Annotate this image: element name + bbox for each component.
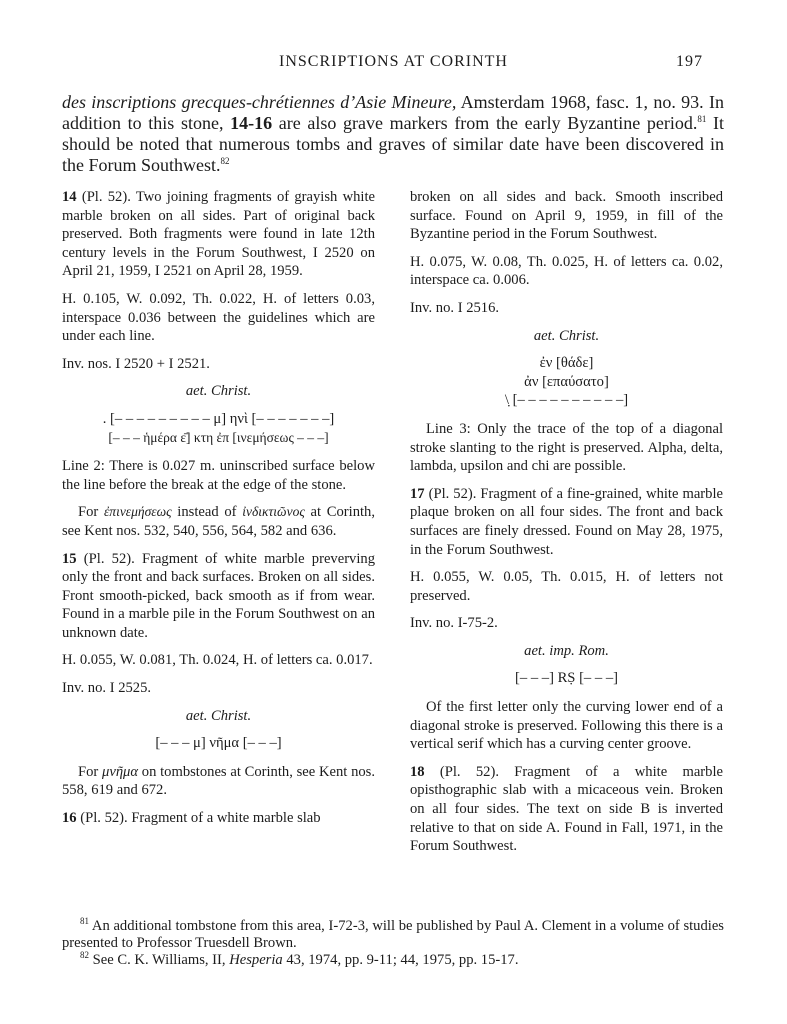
footnotes (62, 918, 724, 969)
intro-bold-range: 14-16 (230, 113, 273, 133)
entry-14-number: 14 (62, 189, 77, 205)
intro-paragraph (62, 92, 724, 176)
journal-title: Hesperia (229, 952, 283, 968)
entry-16-inventory: Inv. no. I 2516. (410, 299, 500, 316)
inscription-line: ἀν [επαύσατο] (524, 373, 609, 390)
entry-17-dimensions: H. 0.055, W. 0.05, Th. 0.015, H. of letters not preserved. (410, 569, 723, 604)
entry-15-dimensions: H. 0.055, W. 0.081, Th. 0.024, H. of letters ca. 0.017. (62, 652, 373, 669)
inscription-line: [– – – μ] νῆμα [– – –] (155, 735, 282, 752)
entry-15-description (62, 550, 375, 643)
entry-14-inscription (62, 410, 375, 447)
inscription-line: [– – – ἡμέρα ε̄] κτη ἐπ [ινεμήσεως – – –] (108, 429, 329, 445)
entry-14-inventory: Inv. nos. I 2520 + I 2521. (62, 355, 210, 372)
greek-term: ἰνδικτιῶνος (242, 504, 305, 520)
entry-16-description-start (62, 809, 375, 828)
greek-term: μνῆμα (102, 763, 139, 780)
entry-15-note (62, 763, 375, 800)
entry-16-description-cont: broken on all sides and back. Smooth inscribed surface. Found on April 9, 1959, in fill of the Byzantine period in the Forum Southwest. (410, 189, 723, 243)
note-text: For (78, 504, 104, 521)
intro-text-3: It should be noted that numerous tombs and graves of similar date have been discovered in the Forum Southwest. (62, 113, 725, 175)
entry-15-number: 15 (62, 550, 77, 567)
entry-14-description (62, 188, 375, 281)
intro-italic-title: des inscriptions grecques-chrétiennes d’Asie Mineure, (62, 92, 457, 112)
footnote-text: An additional tombstone from this area, I-72-3, will be published by Paul A. Clement in a volume of studies presented to Professor Truesdell Brown. (62, 918, 724, 951)
note-text: on tombstones at Corinth, see Kent nos. 558, 619 and 672. (62, 763, 375, 799)
inscription-line: [– – –] RṢ [– – –] (515, 670, 618, 687)
entry-14-note-kent (62, 503, 375, 540)
footnote-ref-82[interactable]: 82 (220, 156, 230, 166)
footnote-82 (62, 952, 724, 969)
running-header (0, 53, 787, 73)
running-title: INSCRIPTIONS AT CORINTH (279, 53, 508, 70)
footnote-text: 43, 1974, pp. 9-11; 44, 1975, pp. 15-17. (282, 952, 519, 968)
entry-17-description (410, 485, 723, 559)
entry-16-inscription (410, 354, 723, 410)
entry-16-number: 16 (62, 810, 77, 827)
entry-14-dimensions: H. 0.105, W. 0.092, Th. 0.022, H. of letters 0.03, interspace 0.036 between the guidelines which are under each line. (62, 290, 375, 345)
entry-16-text: (Pl. 52). Fragment of a white marble slab (76, 810, 321, 827)
page-number: 197 (676, 53, 703, 70)
entry-17-note: Of the first letter only the curving lower end of a diagonal stroke is preserved. Following this there is a vertical serif which has a curving center groove. (410, 699, 723, 753)
note-text: at Corinth, see Kent nos. 532, 540, 556, 564, 582 and 636. (62, 504, 375, 539)
entry-17-inventory: Inv. no. I-75-2. (410, 615, 498, 632)
entry-17-date-label: aet. imp. Rom. (524, 642, 609, 659)
footnote-81 (62, 918, 724, 952)
entry-16-date-label: aet. Christ. (533, 327, 600, 344)
note-text: For (78, 763, 103, 780)
entry-14-note-line2: Line 2: There is 0.027 m. uninscribed surface below the line before the break at the edge of the stone. (62, 458, 375, 493)
entry-15-inventory: Inv. no. I 2525. (62, 680, 152, 697)
entry-14-text: (Pl. 52). Two joining fragments of grayish white marble broken on all sides. Part of original back preserved. Both fragments were found in late 12th century levels in the Forum Southwest, I 2520 on April 21, 1959, I 2521 on April 28, 1959. (62, 189, 375, 280)
footnote-text: See C. K. Williams, II, (89, 952, 230, 968)
entry-14-date-label: aet. Christ. (185, 383, 252, 400)
entry-16-dimensions: H. 0.075, W. 0.08, Th. 0.025, H. of letters ca. 0.02, interspace ca. 0.006. (410, 253, 723, 289)
intro-text-1: Amsterdam 1968, fasc. 1, no. 93. In addition to this stone, (62, 92, 724, 133)
entry-17-inscription (410, 669, 723, 688)
inscription-line: \̣ [– – – – – – – – – –] (504, 392, 629, 409)
entry-15-inscription (62, 734, 375, 753)
note-text: instead of (171, 504, 243, 521)
footnote-number: 81 (80, 916, 89, 927)
inscription-line: ἐν [θάδε] (539, 355, 594, 372)
entry-18-description (410, 763, 723, 856)
inscription-line: . [– – – – – – – – – μ] ηνὶ [– – – – – – –] (102, 410, 335, 427)
entry-17-number: 17 (410, 485, 425, 502)
right-column (410, 188, 723, 865)
entry-15-date-label: aet. Christ. (185, 707, 252, 724)
footnote-number: 82 (80, 950, 89, 961)
entry-17-text: (Pl. 52). Fragment of a fine-grained, white marble plaque broken on all four sides. The front and back surfaces are finely dressed. Found on May 28, 1975, in the Forum Southwest. (410, 485, 723, 558)
intro-text-2: are also grave markers from the early Byzantine period. (272, 113, 698, 133)
greek-term: ἐπινεμήσεως (103, 504, 172, 520)
entry-16-note: Line 3: Only the trace of the top of a diagonal stroke slanting to the right is preserved. Alpha, delta, lambda, upsilon and chi are possible. (410, 420, 723, 475)
footnote-ref-81[interactable]: 81 (697, 114, 707, 124)
entry-15-text: (Pl. 52). Fragment of white marble preverving only the front and back surfaces. Broken on all sides. Front smooth-picked, back smooth as if from wear. Found in a marble pile in the Forum Southwest on an unknown date. (62, 550, 375, 641)
entry-18-text: (Pl. 52). Fragment of a white marble opisthographic slab with a micaceous vein. Broken on all four sides. The text on side B is inverted relative to that on side A. Found in Fall, 1971, in the Forum Southwest. (410, 763, 723, 855)
entry-18-number: 18 (410, 763, 425, 780)
left-column (62, 188, 375, 837)
